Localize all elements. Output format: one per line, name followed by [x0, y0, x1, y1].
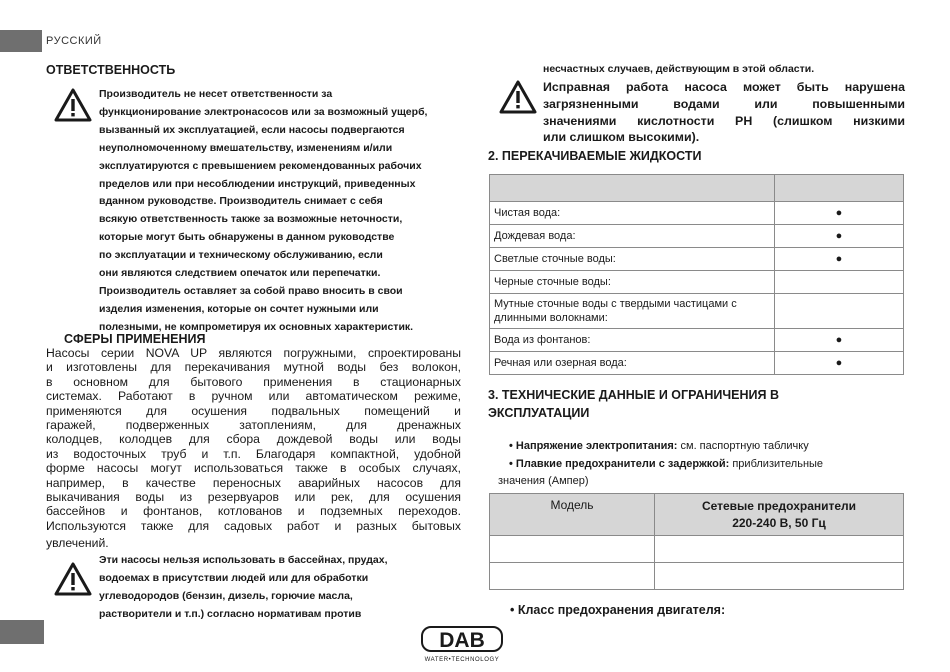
- suitability-dot: ●: [775, 225, 904, 248]
- text-line: гаражей, подверженных затоплениям, для дренажных: [46, 418, 461, 433]
- table-row: [490, 536, 904, 563]
- liquid-label: Речная или озерная вода:: [490, 352, 775, 375]
- language-label: РУССКИЙ: [46, 35, 102, 47]
- svg-text:WATER•TECHNOLOGY: WATER•TECHNOLOGY: [424, 657, 500, 663]
- applications-warning-text: [99, 552, 459, 624]
- text-line: растворители и т.п.) согласно нормативам против: [99, 607, 362, 620]
- fuse-table: [489, 493, 904, 590]
- text-line: они являются следствием опечаток или перепечатки.: [99, 267, 381, 280]
- text-line: Используются также для садовых работ и разных бытовых: [46, 518, 461, 533]
- fuses-line: • Плавкие предохранители с задержкой: приблизительные: [509, 458, 824, 470]
- applications-text: [46, 346, 461, 551]
- text-line: загрязненными водами или повышенными: [543, 96, 905, 111]
- text-line: неуполномоченному вмешательству, изменениям и/или: [99, 141, 393, 154]
- text-line: применяются для осушения подвальных помещений и: [46, 403, 461, 418]
- fuses-line-2: значения (Ампер): [498, 475, 589, 487]
- fuse-header: Сетевые предохранители 220-240 В, 50 Гц: [655, 494, 904, 536]
- text-line: водоемах в присутствии людей или для обработки: [99, 571, 369, 584]
- suitability-dot: ●: [775, 329, 904, 352]
- liquid-label: Мутные сточные воды с твердыми частицами с длинными волокнами:: [490, 294, 775, 329]
- suitability-dot: [775, 271, 904, 294]
- text-line: из водосточных труб и т.п. Благодаря компактной, удобной: [46, 446, 461, 461]
- liquid-label: Вода из фонтанов:: [490, 329, 775, 352]
- suitability-dot: ●: [775, 248, 904, 271]
- text-line: увлечений.: [46, 536, 109, 551]
- ph-warning-text: [543, 79, 905, 146]
- table-row: [490, 225, 904, 248]
- liquid-label: Светлые сточные воды:: [490, 248, 775, 271]
- text-line: значениями кислотности PH (слишком низкими: [543, 113, 905, 128]
- table-header-cell: [490, 175, 775, 202]
- text-line: которые могут быть обнаружены в данном руководстве: [99, 231, 395, 244]
- technical-heading: 3. ТЕХНИЧЕСКИЕ ДАННЫЕ И ОГРАНИЧЕНИЯ В ЭКСПЛУАТАЦИИ: [488, 388, 779, 420]
- text-line: всякую ответственность также за возможные неточности,: [99, 213, 403, 226]
- applications-heading: СФЕРЫ ПРИМЕНЕНИЯ: [64, 332, 206, 346]
- suitability-dot: [775, 294, 904, 329]
- table-row: [490, 248, 904, 271]
- text-line: бассейнов и фонтанов, котлованов и подземных переходов.: [46, 504, 461, 519]
- svg-text:DAB: DAB: [439, 629, 485, 652]
- warning-icon: [54, 562, 92, 596]
- text-line: Исправная работа насоса может быть нарушена: [543, 80, 905, 94]
- liquids-table: [489, 174, 904, 375]
- table-row: [490, 271, 904, 294]
- text-line: Производитель оставляет за собой право вносить в свои: [99, 284, 403, 297]
- text-line: вданном руководстве. Производитель снимает с себя: [99, 195, 383, 208]
- responsibility-heading: ОТВЕТСТВЕННОСТЬ: [46, 63, 176, 77]
- warning-icon: [499, 80, 537, 114]
- liquid-label: Чистая вода:: [490, 202, 775, 225]
- table-row: [490, 563, 904, 590]
- text-line: и изготовлены для перекачивания мутной воды без волокон,: [46, 360, 461, 375]
- text-line: Производитель не несет ответственности за: [99, 88, 333, 100]
- text-line: пределов или при несоблюдении инструкций, приведенных: [99, 177, 416, 190]
- table-row: [490, 202, 904, 225]
- text-line: выкачивания воды из резервуаров или рек, для осушения: [46, 490, 461, 505]
- text-line: например, в качестве переносных аварийных насосов для: [46, 475, 461, 490]
- table-cell: [490, 563, 655, 590]
- table-row: [490, 352, 904, 375]
- table-header-row: [490, 175, 904, 202]
- text-line: системах. Работают в ручном или автоматическом режиме,: [46, 389, 461, 404]
- dab-logo: [419, 624, 505, 664]
- table-row: [490, 329, 904, 352]
- warning-continuation: несчастных случаев, действующим в этой области.: [543, 63, 815, 75]
- warning-icon: [54, 88, 92, 122]
- table-cell: [655, 563, 904, 590]
- language-tab: [0, 30, 42, 52]
- table-header-cell: [775, 175, 904, 202]
- text-line: по эксплуатации и техническому обслуживанию, если: [99, 249, 383, 262]
- suitability-dot: ●: [775, 202, 904, 225]
- table-cell: [490, 536, 655, 563]
- text-line: функционирование электронасосов или за возможный ущерб,: [99, 105, 428, 118]
- text-line: эксплуатируются с превышением рекомендованных рабочих: [99, 159, 422, 172]
- text-line: углеводородов (бензин, дизель, горючие масла,: [99, 589, 353, 602]
- text-line: колодцев, колодцев для сбора дождевой воды или воды: [46, 432, 461, 447]
- liquid-label: Дождевая вода:: [490, 225, 775, 248]
- page-tab: [0, 620, 44, 644]
- text-line: Насосы серии NOVA UP являются погружными, спроектированы: [46, 346, 461, 360]
- text-line: в основном для бытового применения в стационарных: [46, 374, 461, 389]
- protection-class-line: • Класс предохранения двигателя:: [510, 603, 726, 617]
- text-line: полезными, не компрометируя их основных характеристик.: [99, 320, 414, 333]
- text-line: или слишком высокими).: [543, 130, 700, 145]
- table-header-row: [490, 494, 904, 536]
- suitability-dot: ●: [775, 352, 904, 375]
- model-header: Модель: [490, 494, 655, 536]
- liquids-heading: 2. ПЕРЕКАЧИВАЕМЫЕ ЖИДКОСТИ: [488, 149, 702, 163]
- table-cell: [655, 536, 904, 563]
- text-line: форме насосы могут использоваться также в особых случаях,: [46, 461, 461, 476]
- responsibility-warning-text: [99, 86, 469, 337]
- table-row: [490, 294, 904, 329]
- liquid-label: Черные сточные воды:: [490, 271, 775, 294]
- text-line: изделия изменения, которые он сочтет нужными или: [99, 302, 379, 315]
- voltage-line: • Напряжение электропитания: см. паспортную табличку: [509, 440, 809, 452]
- text-line: вызванный их эксплуатацией, если насосы подвергаются: [99, 123, 405, 136]
- text-line: Эти насосы нельзя использовать в бассейнах, прудах,: [99, 554, 388, 566]
